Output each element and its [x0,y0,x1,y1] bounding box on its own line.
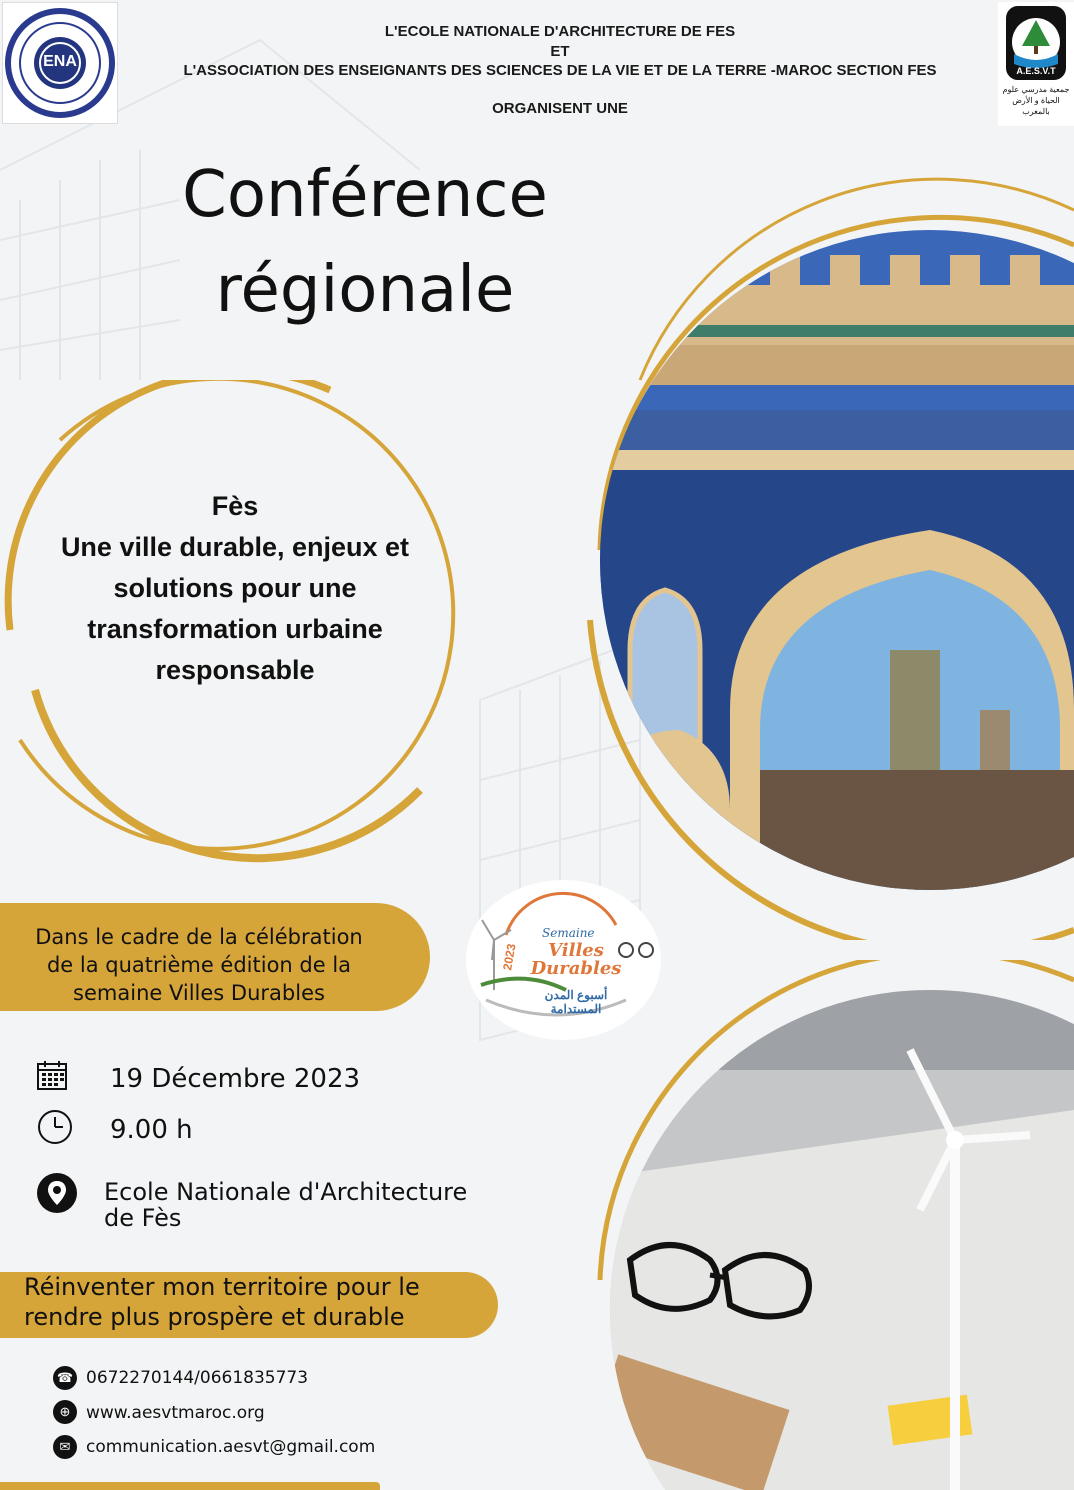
globe-icon: ⊕ [53,1400,77,1424]
bottom-strip [0,1482,380,1490]
slogan-line-1: Réinventer mon territoire pour le [24,1273,420,1301]
aesvt-logo-label: A.E.S.V.T [1016,66,1056,76]
theme-line-3: solutions pour une [113,573,357,603]
contact-phone: 0672270144/0661835773 [86,1368,309,1388]
mail-icon: ✉ [53,1435,77,1459]
header-line-2: ET [550,43,570,60]
theme-city: Fès [211,491,259,521]
location-pin-icon [36,1172,78,1214]
phone-icon: ☎ [53,1366,77,1390]
badge-year: 2023 [500,942,519,972]
event-place-line-2: de Fès [104,1204,182,1232]
context-line-2: de la quatrième édition de la [46,953,352,977]
theme-line-4: transformation urbaine [87,614,383,644]
contact-website[interactable]: www.aesvtmaroc.org [86,1403,265,1423]
badge-word-1: Semaine [542,926,595,940]
ena-logo [2,2,118,124]
title-line-1: Conférence [182,158,548,232]
badge-word-2: Villes Durables [530,940,622,979]
slogan-line-2: rendre plus prospère et durable [24,1303,405,1331]
event-date: 19 Décembre 2023 [110,1064,361,1094]
aesvt-logo-arabic: جمعية مدرسي علوم الحياة و الأرض بالمغرب [1002,85,1070,116]
theme-line-2: Une ville durable, enjeux et [60,532,410,562]
header-line-3: L'ASSOCIATION DES ENSEIGNANTS DES SCIENCES DE LA VIE ET DE LA TERRE -MAROC SECTION FES [183,62,937,79]
context-line-3: semaine Villes Durables [73,981,325,1005]
clock-icon [36,1108,74,1146]
badge-arabic: أسبوع المدن المستدامة [544,988,608,1016]
theme-line-5: responsable [155,655,315,685]
title-line-2: régionale [215,253,515,327]
calendar-icon [36,1059,68,1091]
photo-bab-boujloud [560,150,1074,940]
header-line-1: L'ECOLE NATIONALE D'ARCHITECTURE DE FES [384,23,736,40]
photo-desk-wind-turbine [560,960,1074,1490]
contact-email[interactable]: communication.aesvt@gmail.com [86,1437,376,1457]
context-line-1: Dans le cadre de la célébration [35,925,363,949]
ena-logo-text: ENA [43,53,77,70]
event-place-line-1: Ecole Nationale d'Architecture [104,1178,468,1206]
event-time: 9.00 h [110,1115,193,1145]
header-line-4: ORGANISENT UNE [492,100,628,117]
